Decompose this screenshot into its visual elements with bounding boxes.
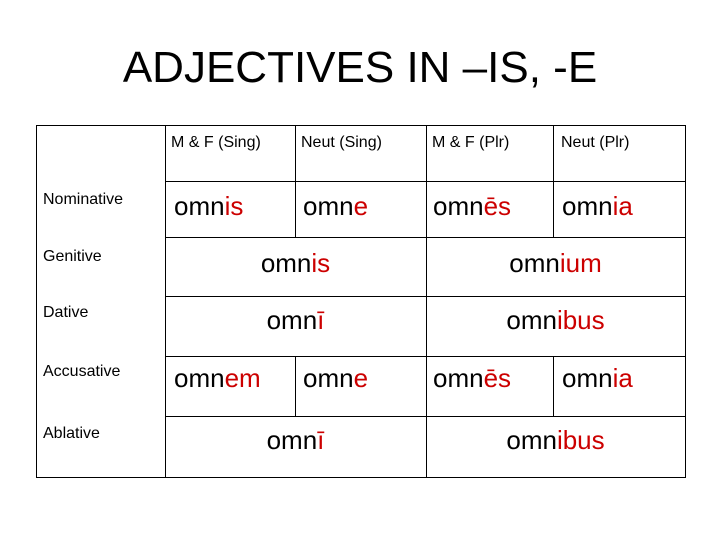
form-abl-sing — [165, 424, 426, 456]
ending: em — [224, 363, 261, 393]
form-acc-neut-sing — [303, 362, 368, 394]
form-gen-plr — [426, 247, 685, 279]
stem: omn — [260, 248, 312, 278]
ending: ibus — [556, 425, 605, 455]
stem: omn — [509, 248, 560, 278]
ending: is — [311, 248, 331, 278]
ending: ī — [317, 425, 325, 455]
divider-plr-mf-neut-accusative — [553, 356, 554, 416]
ending: ēs — [483, 363, 512, 393]
stem: omn — [562, 191, 613, 221]
stem: omn — [303, 191, 354, 221]
form-nom-neut-plr — [562, 190, 633, 222]
stem: omn — [266, 425, 318, 455]
stem: omn — [506, 425, 557, 455]
stem: omn — [562, 363, 613, 393]
header-neut-plr: Neut (Plr) — [561, 134, 630, 151]
row-divider-3 — [165, 296, 685, 297]
header-mf-sing: M & F (Sing) — [171, 134, 261, 151]
divider-sing-mf-neut-accusative — [295, 356, 296, 416]
ending: ēs — [483, 191, 512, 221]
case-label-ablative: Ablative — [43, 425, 100, 442]
form-nom-mf-sing — [174, 190, 243, 222]
case-label-genitive: Genitive — [43, 248, 102, 265]
slide-title: ADJECTIVES IN –IS, -E — [122, 43, 598, 92]
case-label-dative: Dative — [43, 304, 89, 321]
form-acc-neut-plr — [562, 362, 633, 394]
header-mf-plr: M & F (Plr) — [432, 134, 510, 151]
case-label-accusative: Accusative — [43, 363, 121, 380]
stem: omn — [174, 363, 225, 393]
stem: omn — [506, 305, 557, 335]
ending: is — [224, 191, 244, 221]
ending: ī — [317, 305, 325, 335]
stem: omn — [433, 191, 484, 221]
ending: ia — [612, 363, 633, 393]
ending: e — [353, 363, 369, 393]
declension-table — [36, 125, 686, 478]
form-acc-mf-plr — [433, 362, 511, 394]
ending: ia — [612, 191, 633, 221]
form-acc-mf-sing — [174, 362, 261, 394]
form-gen-sing — [165, 247, 426, 279]
row-divider-2 — [165, 237, 685, 238]
stem: omn — [433, 363, 484, 393]
form-nom-neut-sing — [303, 190, 368, 222]
ending: ibus — [556, 305, 605, 335]
stem: omn — [303, 363, 354, 393]
header-neut-sing: Neut (Sing) — [301, 134, 382, 151]
row-divider-5 — [165, 416, 685, 417]
form-nom-mf-plr — [433, 190, 511, 222]
form-abl-plr — [426, 424, 685, 456]
form-dat-sing — [165, 304, 426, 336]
row-divider-4 — [165, 356, 685, 357]
row-divider-1 — [165, 181, 685, 182]
ending: e — [353, 191, 369, 221]
case-label-nominative: Nominative — [43, 191, 124, 208]
form-dat-plr — [426, 304, 685, 336]
stem: omn — [174, 191, 225, 221]
ending: ium — [559, 248, 602, 278]
stem: omn — [266, 305, 318, 335]
